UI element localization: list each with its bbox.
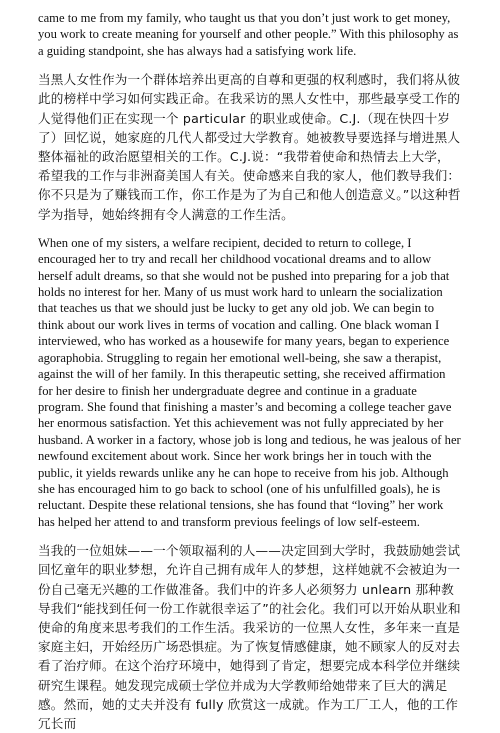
paragraph-chinese-2: 当我的一位姐妹——一个领取福利的人——决定回到大学时，我鼓励她尝试回忆童年的职业梦想，允许自己拥有成年人的梦想，这样她就不会被迫为一份自己毫无兴趣的工作做准备。我们中的许多人必须努力 unlearn 那种教导我们“能找到任何一份工作就很幸运了”的社会化。我们可以开始从职业和使命的角度来思考我们的工作生活。我采访的一位黑人女性，多年来一直是家庭主妇，开始经历广场恐惧症。为了恢复情感健康，她不顾家人的反对去看了治疗师。在这个治疗环境中，她得到了肯定，想要完成本科学位并继续研究生课程。她发现完成硕士学位并成为大学教师给她带来了巨大的满足感。然而，她的丈夫并没有 fully 欣赏这一成就。作为工厂工人，他的工作冗长而 [38, 543, 461, 731]
paragraph-english-1: came to me from my family, who taught us that you don’t just work to get money, you work to create meaning for yourself and other people.” With this philosophy as a guiding standpoint, she has always had a satisfying work life. [38, 11, 459, 58]
paragraph-chinese-1: 当黑人女性作为一个群体培养出更高的自尊和更强的权利感时，我们将从彼此的榜样中学习如何实践正命。在我采访的黑人女性中，那些最享受工作的人觉得他们正在实现一个 particular 的职业或使命。C.J.（现在快四十岁了）回忆说，她家庭的几代人都受过大学教育。她被教导要选择与增进黑人整体福祉的政治愿望相关的工作。C.J.说：“我带着使命和热情去上大学，希望我的工作与非洲裔美国人有关。使命感来自我的家人，他们教导我们：你不只是为了赚钱而工作，你工作是为了为自己和他人创造意义。”以这种哲学为指导，她始终拥有令人满意的工作生活。 [38, 72, 461, 222]
paragraph-english-2: When one of my sisters, a welfare recipient, decided to return to college, I encouraged her to try and recall her childhood vocational dreams and to allow herself adult dreams, so that she would not be pushed into preparing for a job that holds no interest for her. Many of us must work hard to unlearn the socialization that teaches us that we should just be lucky to get any old job. We can begin to think about our work lives in terms of vocation and calling. One black woman I interviewed, who has worked as a housewife for many years, began to experience agoraphobia. Struggling to regain her emotional well-being, she saw a therapist, against the will of her family. In this therapeutic setting, she received affirmation for her desire to finish her undergraduate degree and continue in a graduate program. She found that finishing a master’s and becoming a college teacher gave her enormous satisfaction. Yet this achievement was not fully appreciated by her husband. A worker in a factory, whose job is long and tedious, he was jealous of her newfound excitement about work. Since her work brings her in touch with the public, it yields rewards unlike any he can hope to receive from his job. Although she has encouraged him to go back to school (one of his unfulfilled goals), he is reluctant. Despite these relational tensions, she has found that “loving” her work has helped her attend to and transform previous feelings of low self-esteem. [38, 235, 461, 529]
